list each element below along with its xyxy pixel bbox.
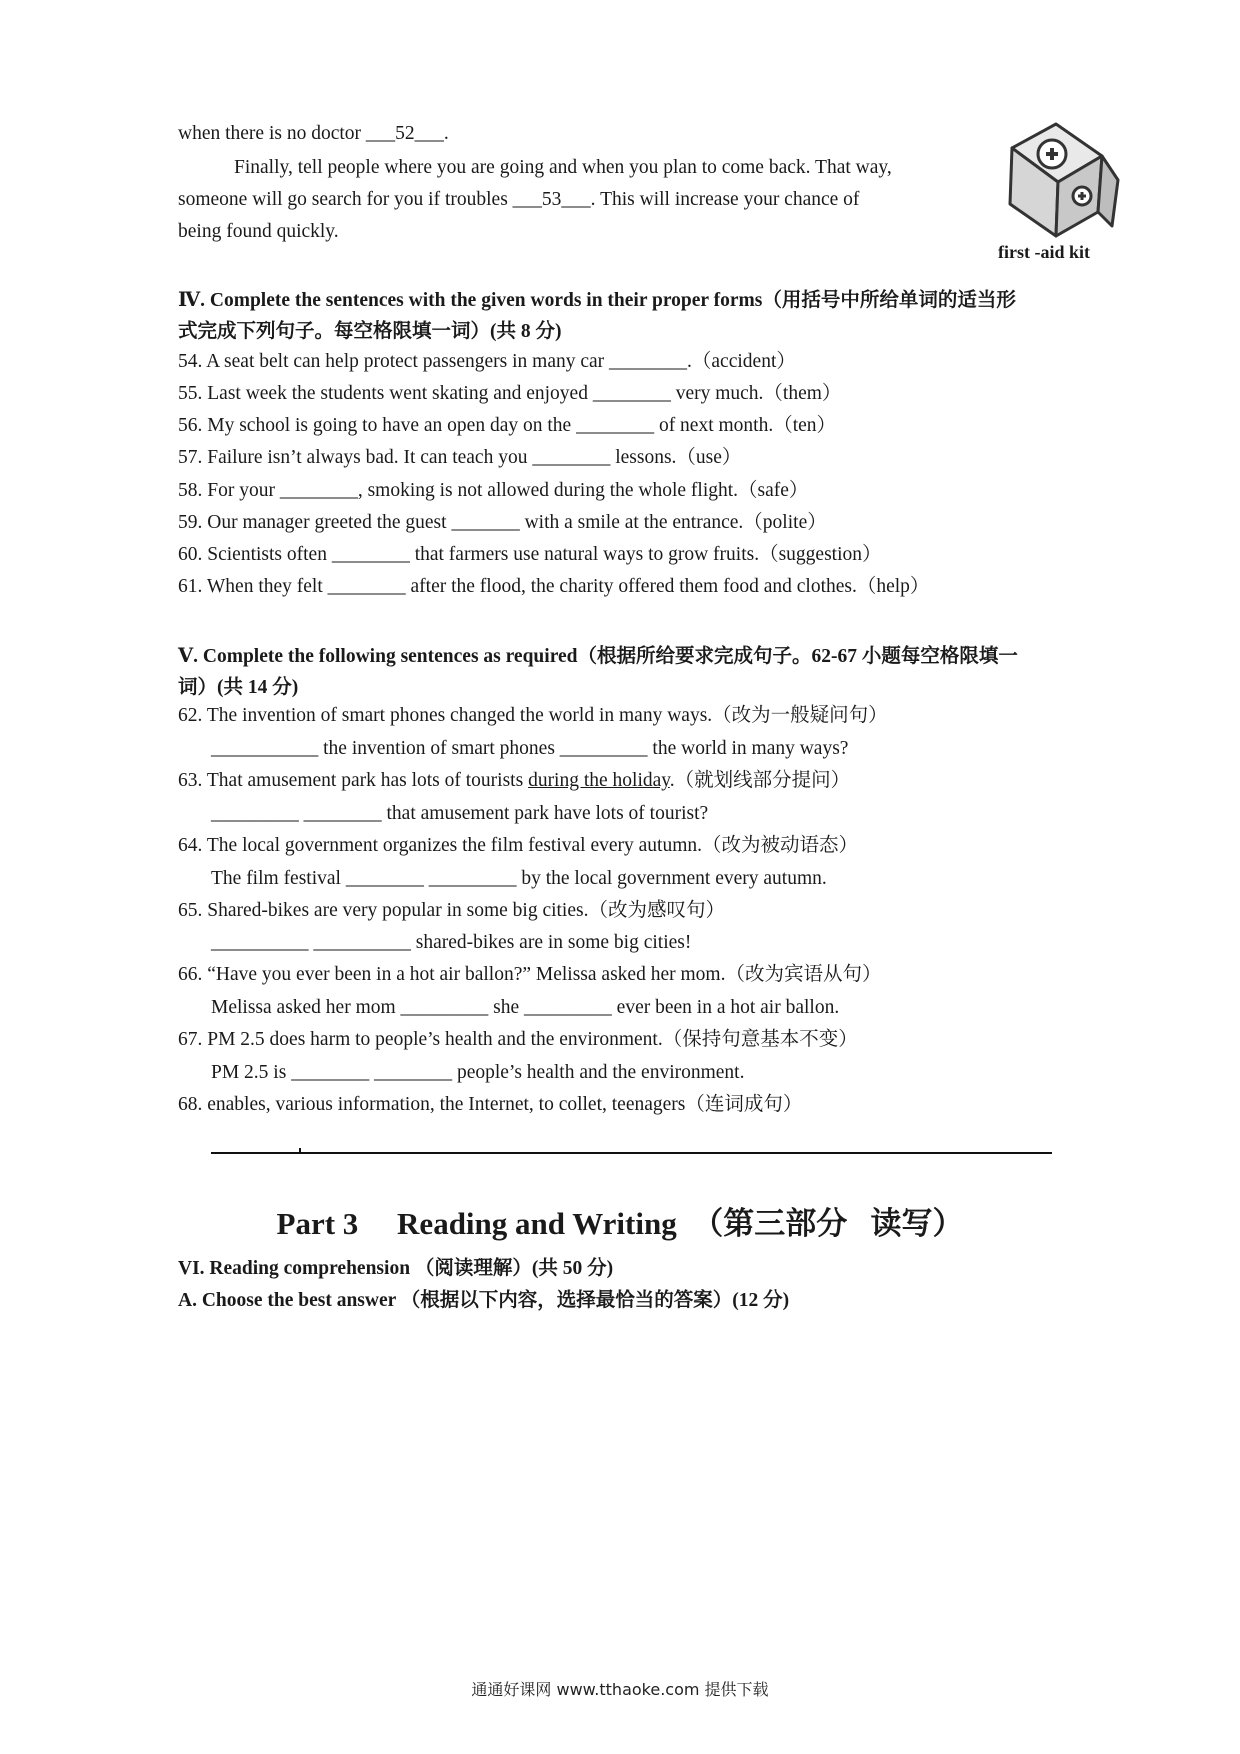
- question-63-text: 63. That amusement park has lots of tourists: [178, 770, 529, 791]
- question-55: 55. Last week the students went skating and enjoyed ________ very much.（them）: [178, 383, 842, 404]
- question-63-answer: _________ ________ that amusement park have lots of tourist?: [211, 803, 709, 824]
- section-a-title: A. Choose the best answer （根据以下内容，选择最恰当的答案）(12 分): [178, 1290, 790, 1311]
- section-5-title-cont: 词）(共 14 分): [178, 677, 299, 698]
- section-6-title: VI. Reading comprehension （阅读理解）(共 50 分): [178, 1258, 614, 1279]
- question-59: 59. Our manager greeted the guest _______ with a smile at the entrance.（polite）: [178, 512, 827, 533]
- question-54: 54. A seat belt can help protect passengers in many car ________.（accident）: [178, 351, 796, 372]
- passage-line: when there is no doctor ___52___.: [178, 123, 449, 144]
- question-62-answer: ___________ the invention of smart phones _________ the world in many ways?: [211, 738, 849, 759]
- question-63-underlined: during the holiday: [528, 770, 670, 791]
- passage-line: Finally, tell people where you are going and when you plan to come back. That way,: [234, 157, 892, 178]
- question-67: 67. PM 2.5 does harm to people’s health and the environment.（保持句意基本不变）: [178, 1029, 858, 1050]
- question-56: 56. My school is going to have an open day on the ________ of next month.（ten）: [178, 415, 837, 436]
- question-68: 68. enables, various information, the Internet, to collet, teenagers（连词成句）: [178, 1094, 803, 1115]
- question-63: [178, 769, 850, 793]
- question-64: 64. The local government organizes the film festival every autumn.（改为被动语态）: [178, 835, 858, 856]
- passage-line: being found quickly.: [178, 221, 339, 242]
- section-4-title-cont: 式完成下列句子。每空格限填一词）(共 8 分): [178, 321, 562, 342]
- answer-line: [211, 1152, 1052, 1154]
- footer: 通通好课网 www.tthaoke.com 提供下载: [471, 1680, 769, 1699]
- question-67-answer: PM 2.5 is ________ ________ people’s health and the environment.: [211, 1062, 745, 1083]
- question-62: 62. The invention of smart phones changed the world in many ways.（改为一般疑问句）: [178, 705, 888, 726]
- question-66-answer: Melissa asked her mom _________ she _________ ever been in a hot air ballon.: [211, 997, 840, 1018]
- question-63-instruction: .（就划线部分提问）: [669, 770, 851, 791]
- question-65-answer: __________ __________ shared-bikes are in some big cities!: [211, 932, 692, 953]
- section-4-title: Ⅳ. Complete the sentences with the given words in their proper forms（用括号中所给单词的适当形: [178, 290, 1016, 311]
- question-64-answer: The film festival ________ _________ by the local government every autumn.: [211, 868, 827, 889]
- question-61: 61. When they felt ________ after the flood, the charity offered them food and clothes.（help）: [178, 576, 930, 597]
- question-66: 66. “Have you ever been in a hot air ballon?” Melissa asked her mom.（改为宾语从句）: [178, 964, 882, 985]
- question-60: 60. Scientists often ________ that farmers use natural ways to grow fruits.（suggestion）: [178, 544, 882, 565]
- passage-line: someone will go search for you if troubles ___53___. This will increase your chance of: [178, 189, 860, 210]
- question-65: 65. Shared-bikes are very popular in some big cities.（改为感叹句）: [178, 900, 725, 921]
- question-58: 58. For your ________, smoking is not allowed during the whole flight.（safe）: [178, 480, 809, 501]
- part-3-title: Part 3 Reading and Writing （第三部分 读写）: [276, 1206, 964, 1241]
- question-57: 57. Failure isn’t always bad. It can teach you ________ lessons.（use）: [178, 447, 742, 468]
- section-5-title: Ⅴ. Complete the following sentences as required（根据所给要求完成句子。62-67 小题每空格限填一: [178, 646, 1018, 667]
- image-caption: first -aid kit: [998, 242, 1090, 262]
